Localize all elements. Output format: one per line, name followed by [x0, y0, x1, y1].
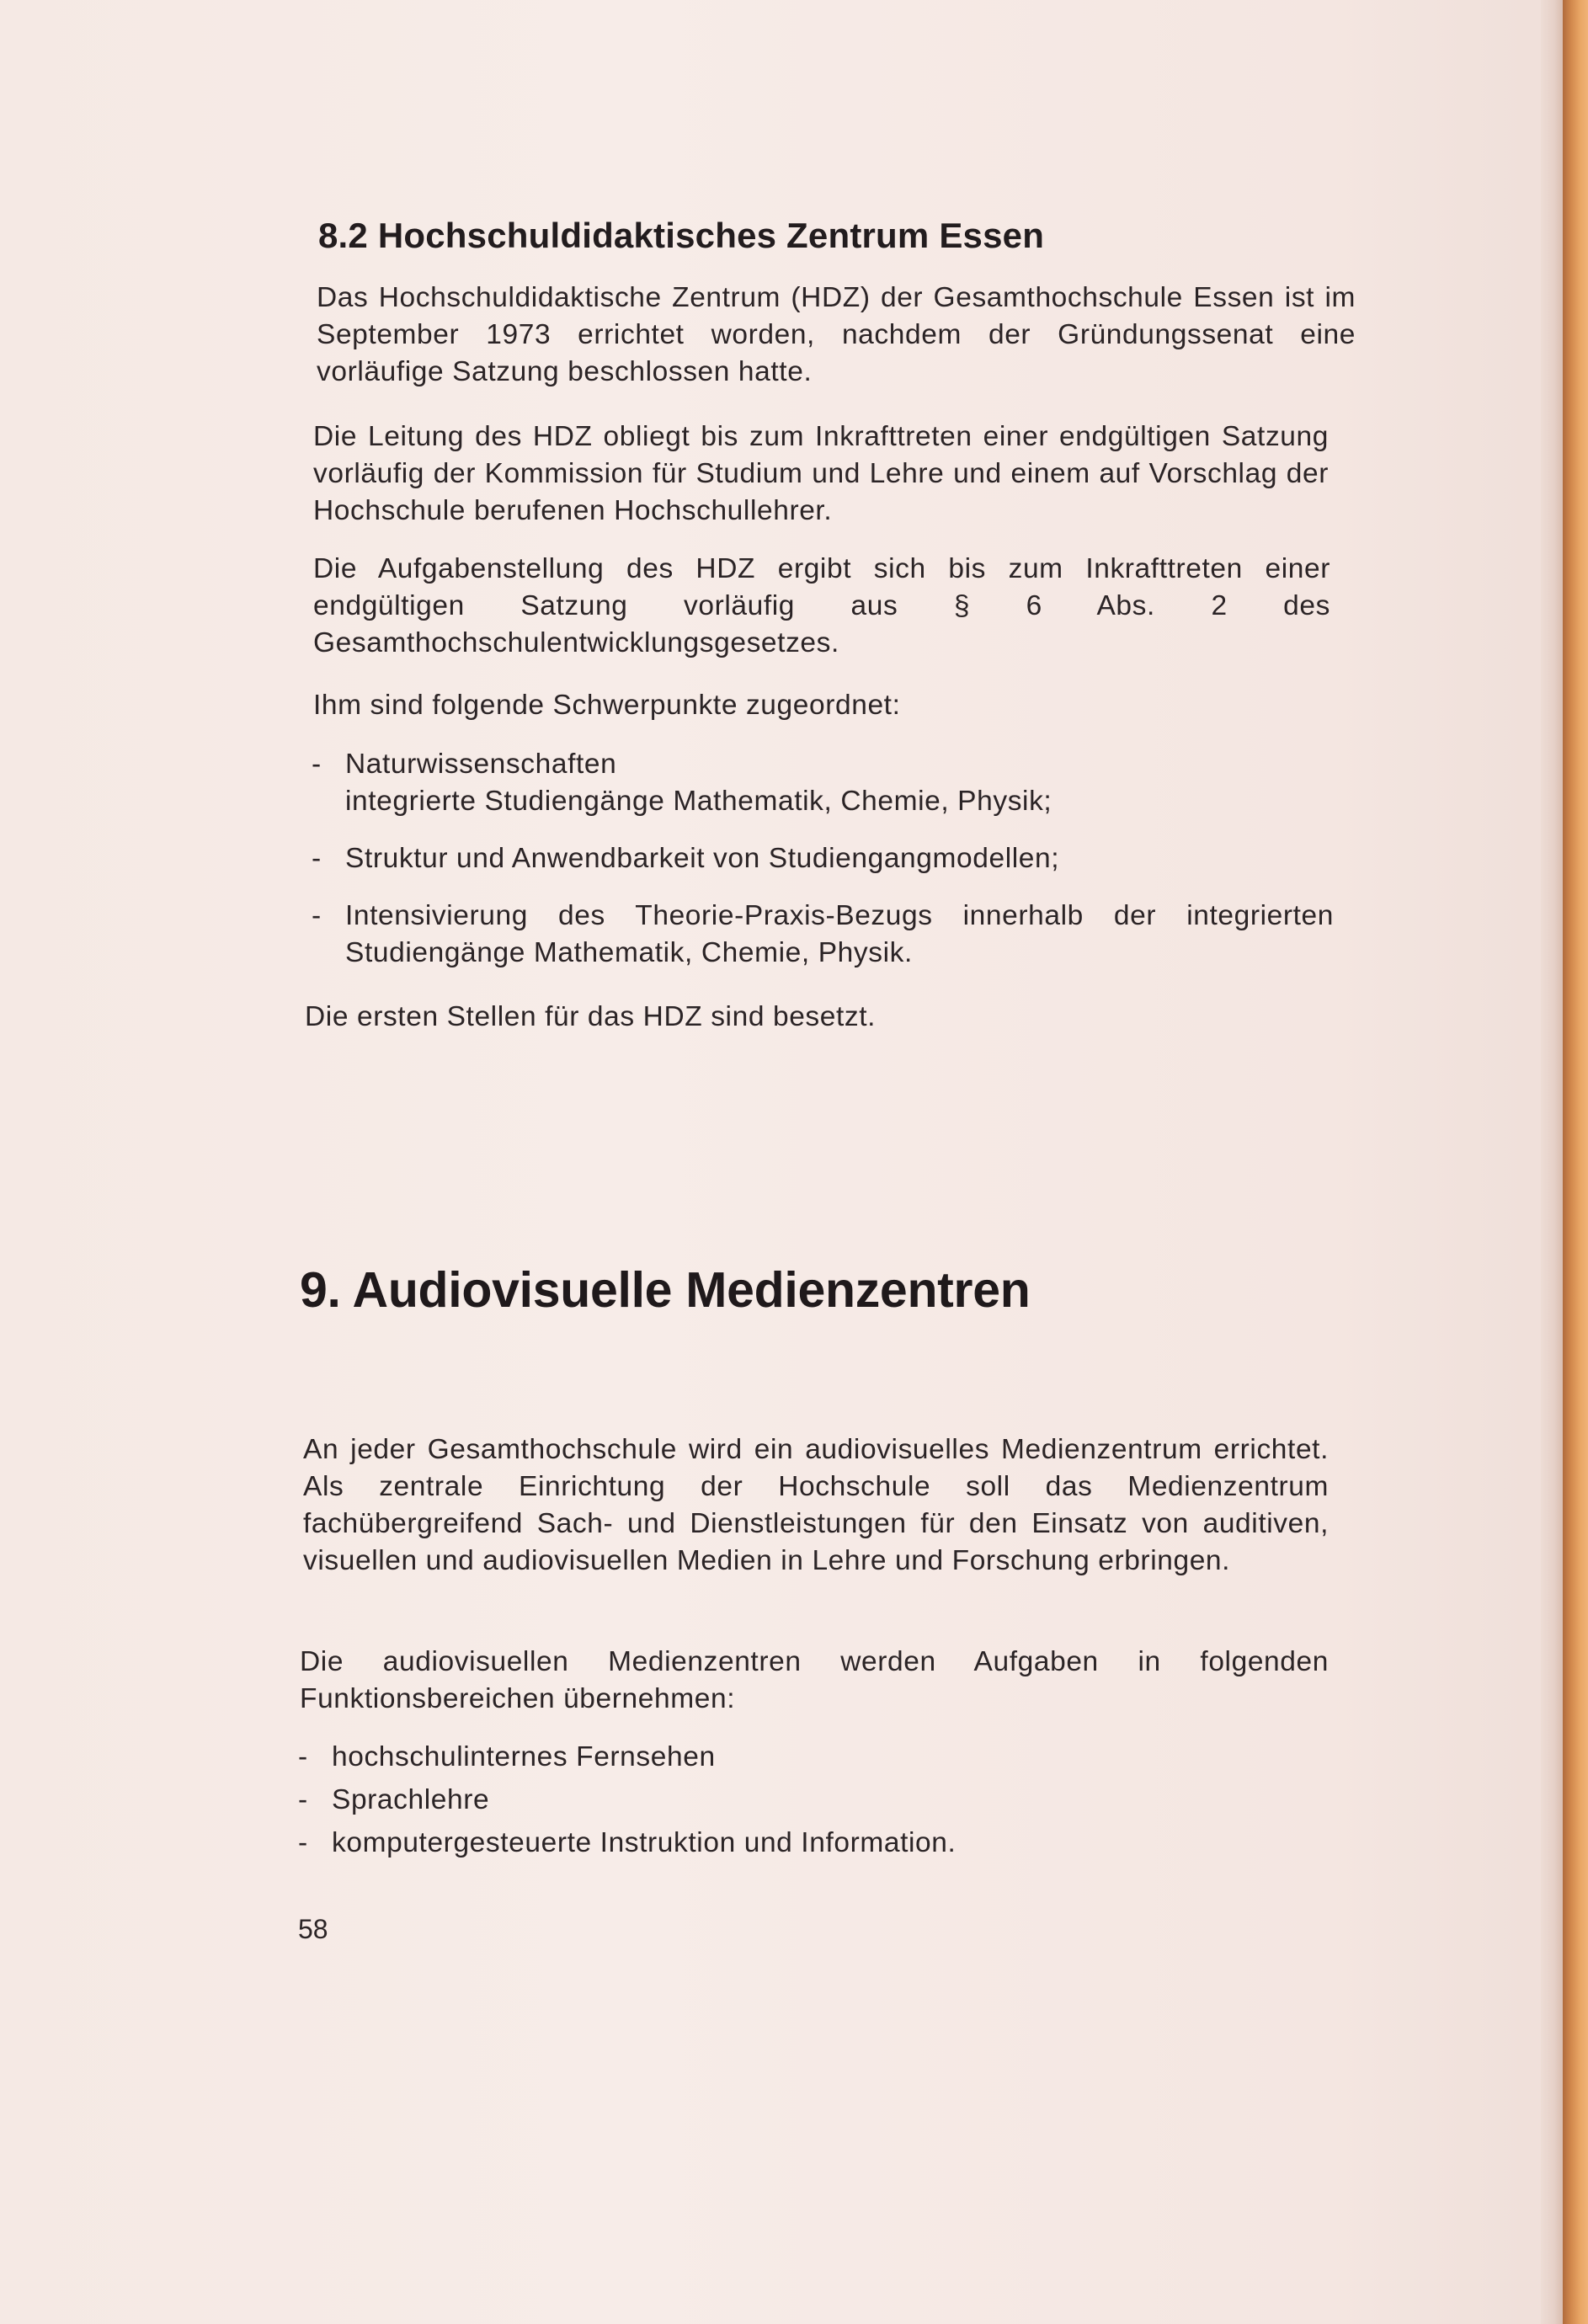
focus-list	[312, 746, 1334, 992]
list-item-text: komputergesteuerte Instruktion und Information.	[332, 1827, 957, 1858]
list-item-text: Naturwissenschaften	[345, 749, 617, 780]
list-item	[298, 1782, 1224, 1819]
page-number: 58	[298, 1914, 328, 1944]
list-dash: -	[298, 1741, 308, 1772]
list-item	[312, 746, 1334, 820]
list-item-text: Intensivierung des Theorie-Praxis-Bezugs innerhalb der integrierten Studiengänge Mathematik, Chemie, Physik.	[345, 900, 1334, 968]
section-heading-9: 9. Audiovisuelle Medienzentren	[300, 1262, 1031, 1318]
list-dash: -	[312, 749, 322, 780]
paragraph-funktionsbereiche: Die audiovisuellen Medienzentren werden Aufgaben in folgenden Funktionsbereichen übernehmen:	[300, 1646, 1329, 1714]
paragraph-hdz-leitung: Die Leitung des HDZ obliegt bis zum Inkrafttreten einer endgültigen Satzung vorläufig der Kommission für Studium und Lehre und einem auf Vorschlag der Hochschule berufenen Hochschullehrer.	[313, 421, 1329, 526]
page-edge	[1541, 0, 1563, 2324]
list-dash: -	[298, 1827, 308, 1858]
book-binding	[1563, 0, 1588, 2324]
list-item-text: Struktur und Anwendbarkeit von Studiengangmodellen;	[345, 843, 1060, 874]
function-list	[298, 1739, 1224, 1868]
list-dash: -	[312, 900, 322, 931]
paragraph-schwerpunkte-intro: Ihm sind folgende Schwerpunkte zugeordnet:	[313, 690, 901, 721]
paragraph-stellen-besetzt: Die ersten Stellen für das HDZ sind besetzt.	[305, 1001, 877, 1032]
list-dash: -	[312, 843, 322, 874]
paragraph-hdz-founding: Das Hochschuldidaktische Zentrum (HDZ) der Gesamthochschule Essen ist im September 1973 errichtet worden, nachdem der Gründungssenat eine vorläufige Satzung beschlossen hatte.	[317, 282, 1356, 387]
list-item-text: Sprachlehre	[332, 1784, 490, 1815]
list-item-text: hochschulinternes Fernsehen	[332, 1741, 716, 1772]
list-item	[298, 1825, 1224, 1862]
list-dash: -	[298, 1784, 308, 1815]
list-item-text-continued: integrierte Studiengänge Mathematik, Chemie, Physik;	[345, 786, 1052, 817]
section-heading-8-2: 8.2 Hochschuldidaktisches Zentrum Essen	[318, 216, 1045, 255]
paragraph-medienzentrum: An jeder Gesamthochschule wird ein audiovisuelles Medienzentrum errichtet. Als zentrale Einrichtung der Hochschule soll das Medienzentrum fachübergreifend Sach- und Dienstleistungen für den Einsatz von auditiven, visuellen und audiovisuellen Medien in Lehre und Forschung erbringen.	[303, 1434, 1329, 1576]
list-item	[312, 898, 1334, 972]
list-item	[312, 840, 1334, 877]
list-item	[298, 1739, 1224, 1776]
paragraph-hdz-aufgaben: Die Aufgabenstellung des HDZ ergibt sich bis zum Inkrafttreten einer endgültigen Satzung vorläufig aus § 6 Abs. 2 des Gesamthochschulentwicklungsgesetzes.	[313, 553, 1330, 658]
